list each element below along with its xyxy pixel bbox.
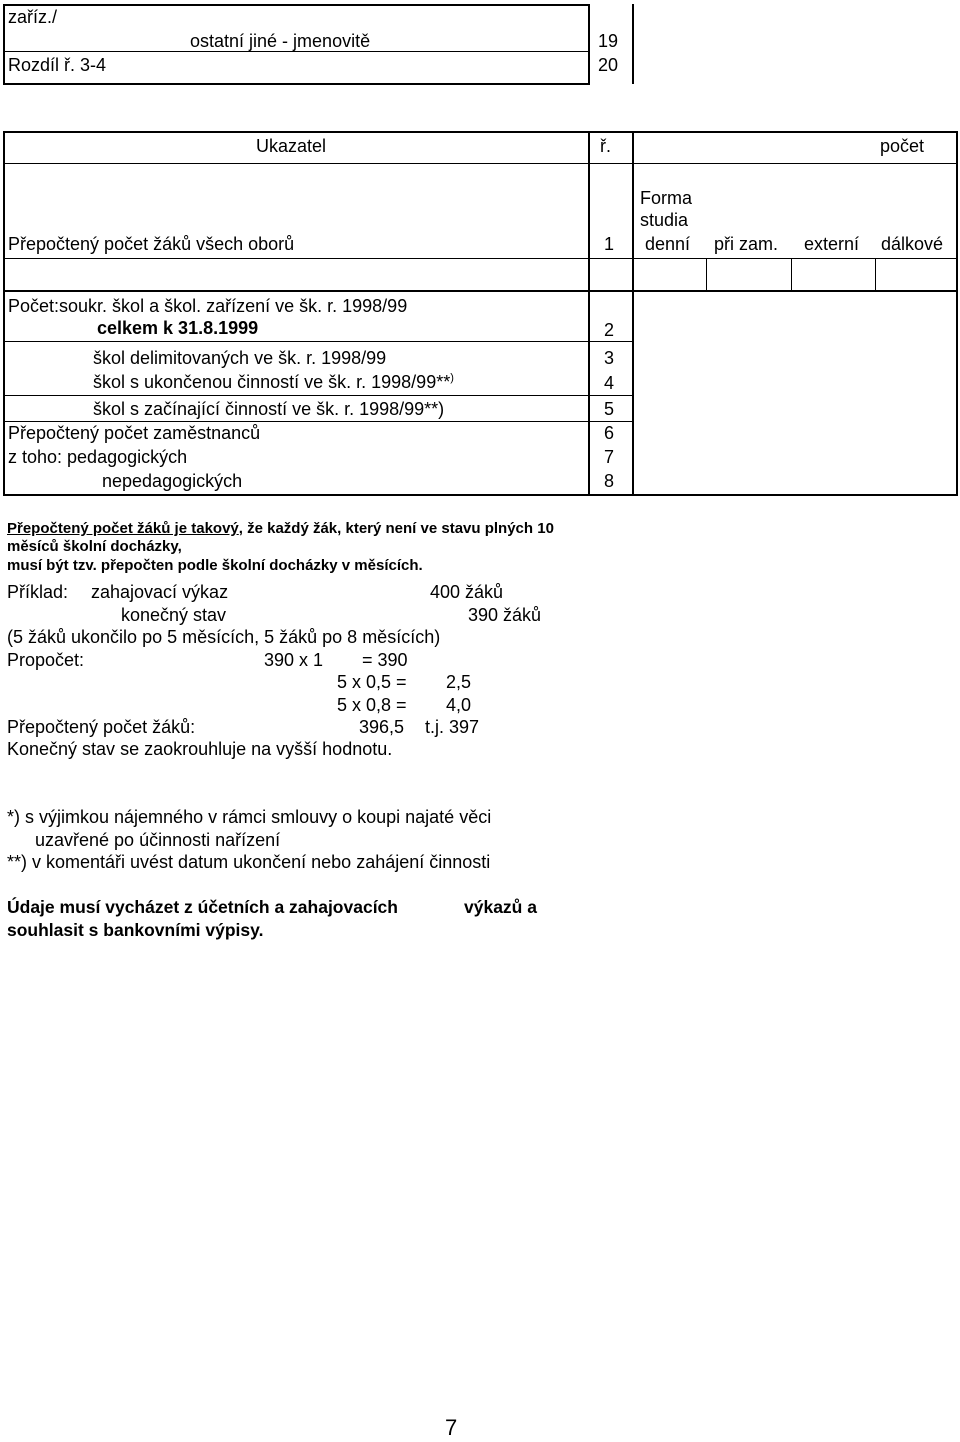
example-result: 2,5 bbox=[446, 672, 472, 692]
row-label: škol s ukončenou činností ve šk. r. 1998/99**) bbox=[93, 372, 454, 392]
example-text: (5 žáků ukončilo po 5 měsících, 5 žáků po 8 měsících) bbox=[7, 627, 441, 647]
column-header: Ukazatel bbox=[256, 136, 327, 156]
footnote: *) s výjimkou nájemného v rámci smlouvy o koupi najaté věci bbox=[7, 807, 492, 827]
row-label: zaříz./ bbox=[8, 7, 58, 27]
example-label: Příklad: bbox=[7, 582, 69, 602]
closing-text: souhlasit s bankovními výpisy. bbox=[7, 920, 264, 940]
column-header-pri-zam: při zam. bbox=[714, 234, 779, 254]
closing-text: Údaje musí vycházet z účetních a zahajovacích bbox=[7, 897, 398, 917]
closing-text: výkazů a bbox=[464, 897, 537, 917]
footnote: uzavřené po účinnosti nařízení bbox=[35, 830, 281, 850]
row-label: Počet:soukr. škol a škol. zařízení ve šk. r. 1998/99 bbox=[8, 296, 408, 316]
row-label: nepedagogických bbox=[102, 471, 243, 491]
row-number: 2 bbox=[604, 320, 615, 340]
forma-label: Forma bbox=[640, 188, 693, 208]
row-label: celkem k 31.8.1999 bbox=[97, 318, 259, 338]
example-calc: 5 x 0,5 = bbox=[337, 672, 407, 692]
row-label: Přepočtený počet žáků všech oborů bbox=[8, 234, 295, 254]
row-number: 6 bbox=[604, 423, 615, 443]
page-number: 7 bbox=[445, 1415, 458, 1440]
example-text: Konečný stav se zaokrouhluje na vyšší hodnotu. bbox=[7, 739, 393, 759]
column-header-externi: externí bbox=[804, 234, 860, 254]
column-header: počet bbox=[880, 136, 925, 156]
row-label: Rozdíl ř. 3-4 bbox=[8, 55, 107, 75]
row-number: 20 bbox=[598, 55, 619, 75]
row-number: 3 bbox=[604, 348, 615, 368]
studia-label: studia bbox=[640, 210, 689, 230]
note-line-1: Přepočtený počet žáků je takový, že každý žák, který není ve stavu plných 10 bbox=[7, 520, 554, 537]
example-label: Propočet: bbox=[7, 650, 85, 670]
example-value: 390 žáků bbox=[468, 605, 542, 625]
example-calc: 5 x 0,8 = bbox=[337, 695, 407, 715]
row-number: 5 bbox=[604, 399, 615, 419]
note-line-3: musí být tzv. přepočten podle školní docházky v měsících. bbox=[7, 557, 423, 574]
row-label: ostatní jiné - jmenovitě bbox=[190, 31, 371, 51]
example-label: Přepočtený počet žáků: bbox=[7, 717, 196, 737]
example-calc: 390 x 1 bbox=[264, 650, 324, 670]
note-line-2: měsíců školní docházky, bbox=[7, 538, 182, 555]
footnote: **) v komentáři uvést datum ukončení nebo zahájení činnosti bbox=[7, 852, 491, 872]
example-result: 396,5 bbox=[359, 717, 405, 737]
row-number: 8 bbox=[604, 471, 615, 491]
example-result: t.j. 397 bbox=[425, 717, 480, 737]
column-header-denni: denní bbox=[645, 234, 691, 254]
row-number: 19 bbox=[598, 31, 619, 51]
example-result: 4,0 bbox=[446, 695, 472, 715]
row-label: z toho: pedagogických bbox=[8, 447, 188, 467]
row-number: 4 bbox=[604, 373, 615, 393]
example-value: 400 žáků bbox=[430, 582, 504, 602]
column-header: ř. bbox=[600, 136, 611, 156]
row-number: 1 bbox=[604, 234, 615, 254]
example-result: = 390 bbox=[362, 650, 408, 670]
example-text: zahajovací výkaz bbox=[91, 582, 229, 602]
row-label: Přepočtený počet zaměstnanců bbox=[8, 423, 261, 443]
row-label: škol delimitovaných ve šk. r. 1998/99 bbox=[93, 348, 387, 368]
column-header-dalkove: dálkové bbox=[881, 234, 944, 254]
row-label: škol s začínající činností ve šk. r. 1998/99**) bbox=[93, 399, 445, 419]
example-text: konečný stav bbox=[121, 605, 227, 625]
row-number: 7 bbox=[604, 447, 615, 467]
